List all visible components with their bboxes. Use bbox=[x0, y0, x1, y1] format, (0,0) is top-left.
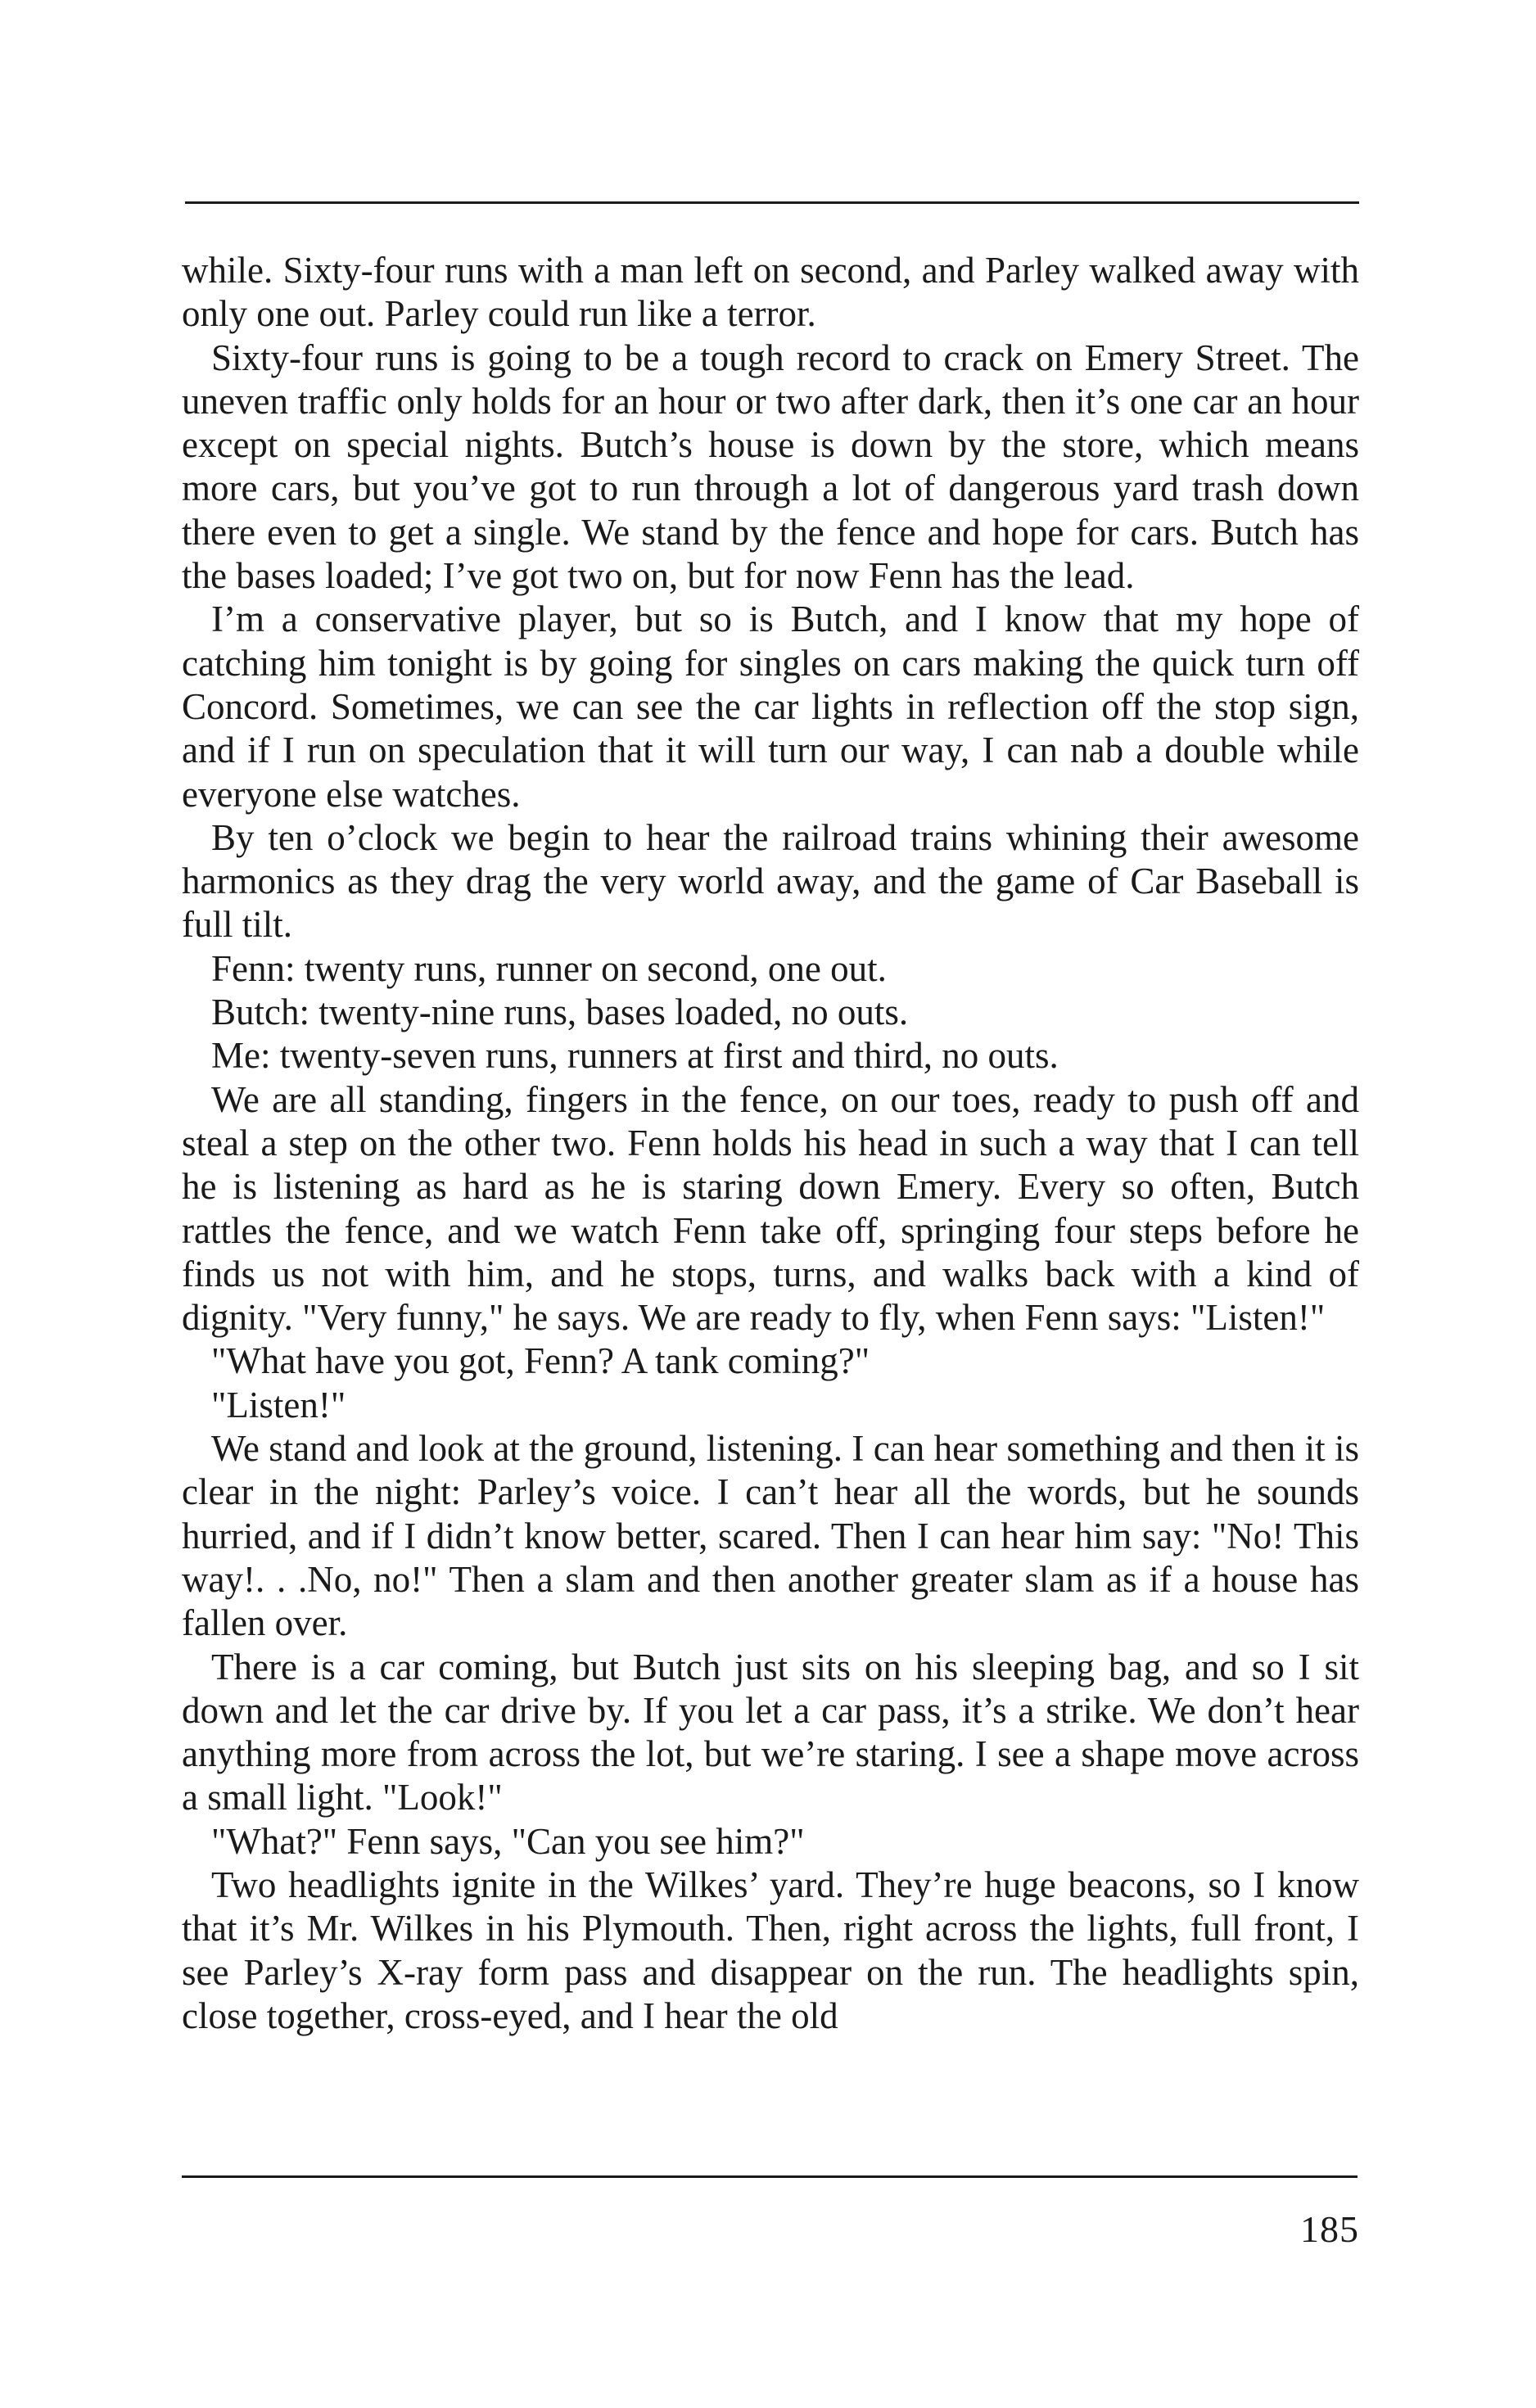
body-text bbox=[182, 249, 1359, 2038]
paragraph-8: We are all standing, fingers in the fence, on our toes, ready to push off and steal a step on the other two. Fenn holds his head in such a way that I can tell he is listening as hard as he is staring down Emery. Every so often, Butch rattles the fence, and we watch Fenn take off, springing four steps before he finds us not with him, and he stops, turns, and walks back with a kind of dignity. "Very funny," he says. We are ready to fly, when Fenn says: "Listen!" bbox=[182, 1078, 1359, 1339]
paragraph-3: I’m a conservative player, but so is Butch, and I know that my hope of catching him tonight is by going for singles on cars making the quick turn off Concord. Sometimes, we can see the car lights in reflection off the stop sign, and if I run on speculation that it will turn our way, I can nab a double while everyone else watches. bbox=[182, 599, 1359, 815]
bottom-rule bbox=[182, 2175, 1358, 2178]
paragraph-13: "What?" Fenn says, "Can you see him?" bbox=[211, 1820, 805, 1862]
paragraph-14: Two headlights ignite in the Wilkes’ yard. They’re huge beacons, so I know that it’s Mr. Wilkes in his Plymouth. Then, right across the lights, full front, I see Parley’s X-ray form pass and disappear on the run. The headlights spin, close together, cross-eyed, and I hear the old bbox=[182, 1864, 1359, 2036]
paragraph-6: Butch: twenty-nine runs, bases loaded, no outs. bbox=[211, 992, 909, 1033]
page-number: 185 bbox=[1300, 2208, 1359, 2250]
paragraph-4: By ten o’clock we begin to hear the railroad trains whining their awesome harmonics as they drag the very world away, and the game of Car Baseball is full tilt. bbox=[182, 816, 1359, 946]
paragraph-2: Sixty-four runs is going to be a tough record to crack on Emery Street. The uneven traffic only holds for an hour or two after dark, then it’s one car an hour except on special nights. Butch’s house is down by the store, which means more cars, but you’ve got to run through a lot of dangerous yard trash down there even to get a single. We stand by the fence and hope for cars. Butch has the bases loaded; I’ve got two on, but for now Fenn has the lead. bbox=[182, 337, 1359, 597]
paragraph-9: "What have you got, Fenn? A tank coming?" bbox=[211, 1340, 870, 1382]
paragraph-1: while. Sixty-four runs with a man left on second, and Parley walked away with only one out. Parley could run like a terror. bbox=[182, 250, 1359, 335]
paragraph-11: We stand and look at the ground, listening. I can hear something and then it is clear in the night: Parley’s voice. I can’t hear all the words, but he sounds hurried, and if I didn’t know better, scared. Then I can hear him say: "No! This way!. . .No, no!" Then a slam and then another greater slam as if a house has fallen over. bbox=[182, 1428, 1359, 1644]
top-rule bbox=[185, 201, 1359, 204]
paragraph-7: Me: twenty-seven runs, runners at first and third, no outs. bbox=[211, 1035, 1059, 1077]
paragraph-10: "Listen!" bbox=[211, 1384, 346, 1425]
paragraph-12: There is a car coming, but Butch just sits on his sleeping bag, and so I sit down and let the car drive by. If you let a car pass, it’s a strike. We don’t hear anything more from across the lot, but we’re staring. I see a shape move across a small light. "Look!" bbox=[182, 1646, 1359, 1818]
paragraph-5: Fenn: twenty runs, runner on second, one out. bbox=[211, 947, 887, 989]
